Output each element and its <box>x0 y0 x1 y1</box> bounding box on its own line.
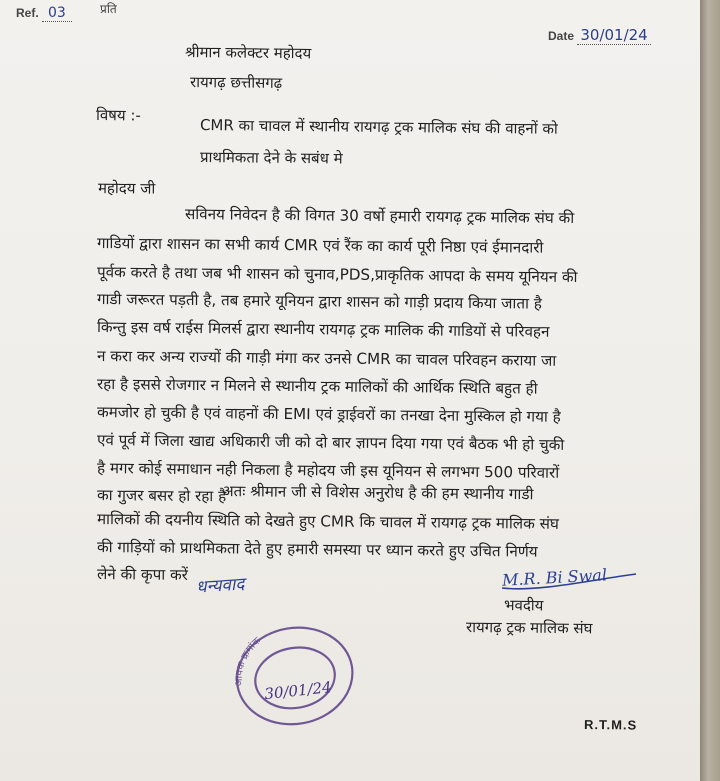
body-line-3: पूर्वक करते है तथा जब भी शासन को चुनाव,PDS,प्राकृतिक आपदा के समय यूनियन की <box>96 263 578 287</box>
stamp-top-text: आवक क्रमांक <box>233 635 264 687</box>
ref-value: 03 <box>42 5 72 22</box>
stamp-date: 30/01/24 <box>263 678 333 704</box>
subject-line-2: प्राथमिकता देने के सबंध मे <box>199 148 343 168</box>
body-line-1: सविनय निवेदन है की विगत 30 वर्षो हमारी रायगढ़ ट्रक मालिक संघ की <box>184 205 575 228</box>
body-line-8: कमजोर हो चुकी है एवं वाहनों की EMI एवं ड्राईवरों का तनखा देना मुस्किल हो गया है <box>96 403 561 426</box>
date-value: 30/01/24 <box>577 26 650 45</box>
request-line-1: अतः श्रीमान जी से विशेस अनुरोध है की हम स्थानीय गाडी <box>221 482 534 504</box>
signature: M.R. Bi Swal <box>501 565 608 590</box>
request-line-2: मालिकों की दयनीय स्थिति को देखते हुए CMR कि चावल में रायगढ़ ट्रक मालिक संघ <box>96 510 559 533</box>
body-line-5: किन्तु इस वर्ष राईस मिलर्स द्वारा स्थानीय रायगढ़ ट्रक मालिक की गाडियों से परिवहन <box>96 318 550 341</box>
ref-number <box>16 6 72 20</box>
prati-label: प्रति <box>100 2 117 16</box>
addressee-line-1: श्रीमान कलेक्टर महोदय <box>184 43 312 63</box>
request-line-3: की गाड़ियों को प्राथमिकता देते हुए हमारी समस्या पर ध्यान करते हुए उचित निर्णय <box>96 538 538 561</box>
thanks-handwritten: धन्यवाद <box>195 574 245 598</box>
closing-bhavdiya: भवदीय <box>503 596 544 615</box>
date-field <box>548 28 651 43</box>
body-line-7: रहा है इससे रोजगार न मिलने से स्थानीय ट्रक मालिकों की आर्थिक स्थिति बहुत ही <box>96 375 538 398</box>
body-line-2: गाडियों द्वारा शासन का सभी कार्य CMR एवं रैंक का कार्य पूरी निष्ठा एवं ईमानदारी <box>96 234 544 257</box>
salutation: महोदय जी <box>97 179 156 198</box>
subject-label: विषय :- <box>95 106 141 125</box>
background-edge <box>700 0 720 781</box>
body-line-9: एवं पूर्व में जिला खाद्य अधिकारी जी को दो बार ज्ञापन दिया गया एवं बैठक भी हो चुकी <box>96 431 565 454</box>
body-line-6: न करा कर अन्य राज्यों की गाड़ी मंगा कर उनसे CMR का चावल परिवहन कराया जा <box>96 347 557 370</box>
inward-stamp <box>228 616 360 728</box>
subject-line-1: CMR का चावल में स्थानीय रायगढ़ ट्रक मालिक संघ की वाहनों को <box>199 116 558 138</box>
closing-abbr: R.T.M.S <box>583 717 638 733</box>
closing-org: रायगढ़ ट्रक मालिक संघ <box>465 618 593 638</box>
date-label: Date <box>548 29 575 43</box>
addressee-line-2: रायगढ़ छत्तीसगढ़ <box>189 73 283 92</box>
signature-underline <box>500 568 640 594</box>
request-line-4: लेने की कृपा करें <box>96 565 189 584</box>
body-line-11: का गुजर बसर हो रहा है <box>96 486 227 506</box>
ref-label: Ref. <box>16 6 39 20</box>
body-line-4: गाडी जरूरत पड़ती है, तब हमारे यूनियन द्वारा शासन को गाड़ी प्रदाय किया जाता है <box>96 290 542 313</box>
body-line-10: है मगर कोई समाधान नही निकला है महोदय जी इस यूनियन से लगभग 500 परिवारों <box>96 459 560 482</box>
